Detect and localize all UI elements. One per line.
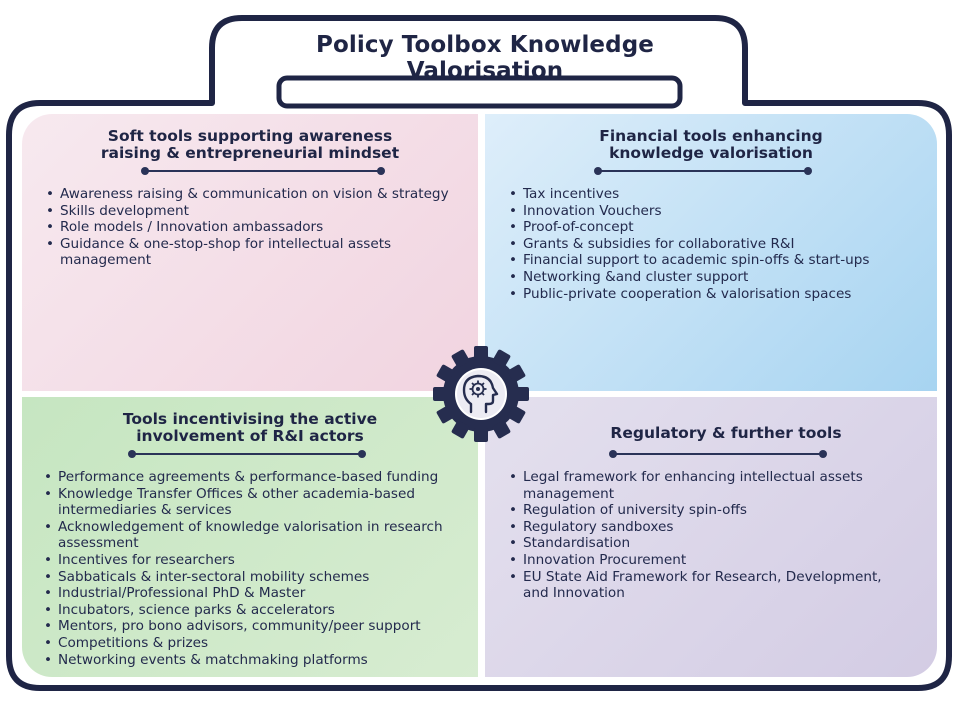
quadrant-title: Financial tools enhancing knowledge valorisation bbox=[599, 127, 823, 162]
list-item: • Mentors, pro bono advisors, community/peer support bbox=[42, 618, 467, 635]
list-item: • Knowledge Transfer Offices & other academia-based intermediaries & services bbox=[42, 486, 467, 519]
list-item: • Guidance & one-stop-shop for intellectual assets management bbox=[44, 236, 464, 269]
quadrant-soft-tools bbox=[22, 114, 478, 391]
list-item: • Innovation Vouchers bbox=[507, 203, 927, 220]
list-item: • Skills development bbox=[44, 203, 464, 220]
list-item: • Incentives for researchers bbox=[42, 552, 467, 569]
divider bbox=[613, 453, 823, 455]
tool-list bbox=[44, 186, 464, 269]
list-item: • Industrial/Professional PhD & Master bbox=[42, 585, 467, 602]
divider bbox=[598, 170, 808, 172]
quadrant-regulatory-tools bbox=[485, 397, 937, 677]
list-item: • EU State Aid Framework for Research, Development, and Innovation bbox=[507, 569, 907, 602]
tool-list bbox=[507, 469, 907, 602]
quadrant-title: Tools incentivising the active involvement of R&I actors bbox=[122, 410, 378, 445]
quadrant-financial-tools bbox=[485, 114, 937, 391]
list-item: • Networking events & matchmaking platforms bbox=[42, 652, 467, 669]
list-item: • Grants & subsidies for collaborative R&I bbox=[507, 236, 927, 253]
list-item: • Innovation Procurement bbox=[507, 552, 907, 569]
list-item: • Regulation of university spin-offs bbox=[507, 502, 907, 519]
list-item: • Awareness raising & communication on vision & strategy bbox=[44, 186, 464, 203]
quadrant-incentivising-tools bbox=[22, 397, 478, 677]
gear-head-icon bbox=[431, 344, 531, 444]
quadrant-title: Soft tools supporting awareness raising & entrepreneurial mindset bbox=[100, 127, 400, 162]
list-item: • Networking &and cluster support bbox=[507, 269, 927, 286]
list-item: • Competitions & prizes bbox=[42, 635, 467, 652]
list-item: • Sabbaticals & inter-sectoral mobility schemes bbox=[42, 569, 467, 586]
list-item: • Role models / Innovation ambassadors bbox=[44, 219, 464, 236]
list-item: • Proof-of-concept bbox=[507, 219, 927, 236]
tool-list bbox=[42, 469, 467, 668]
list-item: • Legal framework for enhancing intellectual assets management bbox=[507, 469, 907, 502]
list-item: • Acknowledgement of knowledge valorisation in research assessment bbox=[42, 519, 467, 552]
page-title: Policy Toolbox Knowledge Valorisation bbox=[316, 32, 654, 84]
list-item: • Public-private cooperation & valorisation spaces bbox=[507, 286, 927, 303]
list-item: • Performance agreements & performance-based funding bbox=[42, 469, 467, 486]
divider bbox=[132, 453, 362, 455]
tool-list bbox=[507, 186, 927, 302]
list-item: • Regulatory sandboxes bbox=[507, 519, 907, 536]
divider bbox=[145, 170, 381, 172]
quadrant-title: Regulatory & further tools bbox=[610, 424, 842, 442]
list-item: • Incubators, science parks & accelerators bbox=[42, 602, 467, 619]
list-item: • Standardisation bbox=[507, 535, 907, 552]
list-item: • Financial support to academic spin-offs & start-ups bbox=[507, 252, 927, 269]
list-item: • Tax incentives bbox=[507, 186, 927, 203]
